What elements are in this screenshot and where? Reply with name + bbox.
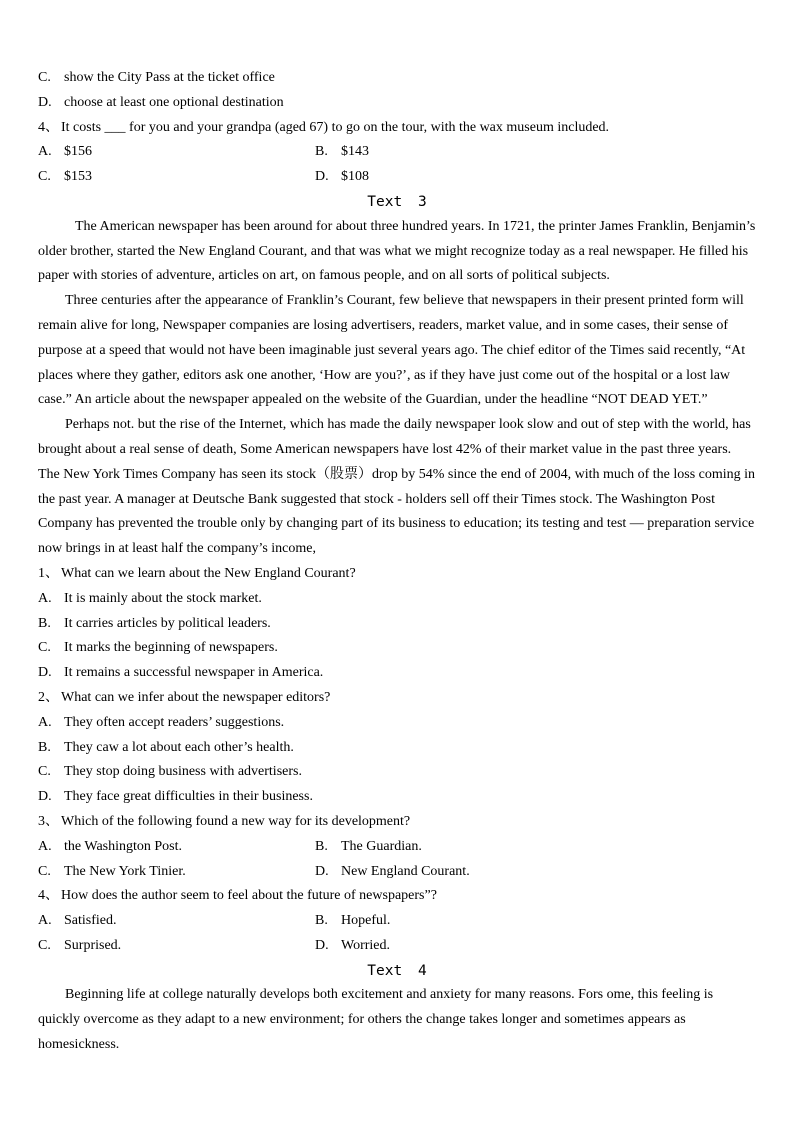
answer-option	[38, 711, 756, 736]
options-row	[38, 860, 756, 885]
answer-option	[38, 587, 756, 612]
option-letter: D.	[315, 169, 329, 185]
question-line	[38, 686, 756, 711]
exam-page-content	[38, 66, 756, 1058]
option-letter: C.	[38, 937, 51, 953]
answer-option	[315, 934, 756, 959]
option-text: $156	[64, 144, 92, 160]
option-letter: D.	[38, 789, 52, 805]
option-letter: C.	[38, 640, 51, 656]
options-row	[38, 909, 756, 934]
answer-option	[38, 165, 315, 190]
option-letter: D.	[315, 937, 329, 953]
option-letter: C.	[38, 169, 51, 185]
passage-paragraph: Beginning life at college naturally develops both excitement and anxiety for many reasons. Fors ome, this feeling is quickly overcome as they adapt to a new environment; for others the change takes longer and sometimes appears as homesickness.	[38, 987, 714, 1053]
question-number: 1、	[38, 565, 59, 581]
option-text: $153	[64, 169, 92, 185]
option-text: The New York Tinier.	[64, 863, 186, 879]
option-letter: C.	[38, 764, 51, 780]
option-letter: B.	[38, 615, 51, 631]
options-row	[38, 140, 756, 165]
option-letter: B.	[315, 838, 328, 854]
option-text: choose at least one optional destination	[64, 94, 284, 110]
answer-option	[315, 860, 756, 885]
question-line	[38, 116, 756, 141]
option-text: It carries articles by political leaders.	[64, 615, 271, 631]
answer-option	[38, 934, 315, 959]
answer-option	[38, 785, 756, 810]
passage-paragraph: The American newspaper has been around for about three hundred years. In 1721, the printer James Franklin, Benjamin’s older brother, started the New England Courant, and that was what we might recognize today as a real newspaper. He filled his paper with stories of adventure, articles on art, on famous people, and on all sorts of political subjects.	[38, 218, 756, 284]
option-letter: A.	[38, 913, 52, 929]
option-text: Satisfied.	[64, 913, 117, 929]
answer-option	[38, 860, 315, 885]
option-text: It remains a successful newspaper in America.	[64, 665, 324, 681]
options-row	[38, 165, 756, 190]
section-heading: Text 3	[367, 193, 427, 210]
answer-option	[38, 636, 756, 661]
option-letter: D.	[315, 863, 329, 879]
option-text: They often accept readers’ suggestions.	[64, 714, 285, 730]
question-text: What can we learn about the New England Courant?	[61, 565, 356, 581]
question-number: 4、	[38, 888, 59, 904]
question-line	[38, 884, 756, 909]
option-text: $108	[341, 169, 369, 185]
option-text: the Washington Post.	[64, 838, 183, 854]
option-text: show the City Pass at the ticket office	[64, 70, 275, 85]
option-letter: B.	[315, 913, 328, 929]
answer-option	[38, 835, 315, 860]
option-letter: D.	[38, 94, 52, 110]
option-text: Surprised.	[64, 937, 122, 953]
option-text: They face great difficulties in their business.	[64, 789, 313, 805]
answer-option	[38, 661, 756, 686]
answer-option	[38, 736, 756, 761]
option-text: It is mainly about the stock market.	[64, 590, 262, 606]
question-line	[38, 810, 756, 835]
question-number: 4、	[38, 119, 59, 135]
answer-option	[38, 91, 756, 116]
question-text: It costs ___ for you and your grandpa (aged 67) to go on the tour, with the wax museum included.	[61, 119, 610, 135]
answer-option	[38, 140, 315, 165]
option-letter: C.	[38, 70, 51, 85]
answer-option	[38, 612, 756, 637]
answer-option	[315, 835, 756, 860]
passage-paragraph: Perhaps not. but the rise of the Internet, which has made the daily newspaper look slow and out of step with the world, has brought about a real sense of death, Some American newspapers have lost 42% of their market value in the past three years. The New York Times Company has seen its stock（股票）drop by 54% since the end of 2004, with much of the loss coming in the past year. A manager at Deutsche Bank suggested that stock - holders sell off their Times stock. The Washington Post Company has prevented the trouble only by changing part of its business to education; its testing and test — preparation service now brings in at least half the company’s income,	[38, 417, 756, 557]
section-heading: Text 4	[367, 962, 427, 979]
options-row	[38, 934, 756, 959]
answer-option	[315, 140, 756, 165]
question-line	[38, 562, 756, 587]
option-text: $143	[341, 144, 369, 160]
options-row	[38, 835, 756, 860]
option-letter: B.	[315, 144, 328, 160]
question-number: 3、	[38, 813, 59, 829]
question-text: What can we infer about the newspaper editors?	[61, 689, 331, 705]
option-letter: A.	[38, 144, 52, 160]
question-text: Which of the following found a new way for its development?	[61, 813, 411, 829]
answer-option	[38, 760, 756, 785]
option-letter: C.	[38, 863, 51, 879]
option-text: The Guardian.	[341, 838, 422, 854]
option-text: Worried.	[341, 937, 391, 953]
option-text: New England Courant.	[341, 863, 470, 879]
option-letter: D.	[38, 665, 52, 681]
answer-option	[38, 66, 756, 91]
option-text: Hopeful.	[341, 913, 391, 929]
option-letter: A.	[38, 590, 52, 606]
option-letter: A.	[38, 838, 52, 854]
option-text: They caw a lot about each other’s health.	[64, 739, 294, 755]
passage-paragraph: Three centuries after the appearance of Franklin’s Courant, few believe that newspapers in their present printed form will remain alive for long, Newspaper companies are losing advertisers, readers, market value, and in some cases, their sense of purpose at a speed that would not have been imaginable just several years ago. The chief editor of the Times said recently, “At places where they gather, editors ask one another, ‘How are you?’, as if they have just come out of the hospital or a lost law case.” An article about the newspaper appealed on the website of the Guardian, under the headline “NOT DEAD YET.”	[38, 293, 746, 408]
option-text: They stop doing business with advertisers.	[64, 764, 302, 780]
answer-option	[38, 909, 315, 934]
option-letter: B.	[38, 739, 51, 755]
answer-option	[315, 165, 756, 190]
answer-option	[315, 909, 756, 934]
question-number: 2、	[38, 689, 59, 705]
question-text: How does the author seem to feel about the future of newspapers”?	[61, 888, 437, 904]
option-text: It marks the beginning of newspapers.	[64, 640, 278, 656]
option-letter: A.	[38, 714, 52, 730]
